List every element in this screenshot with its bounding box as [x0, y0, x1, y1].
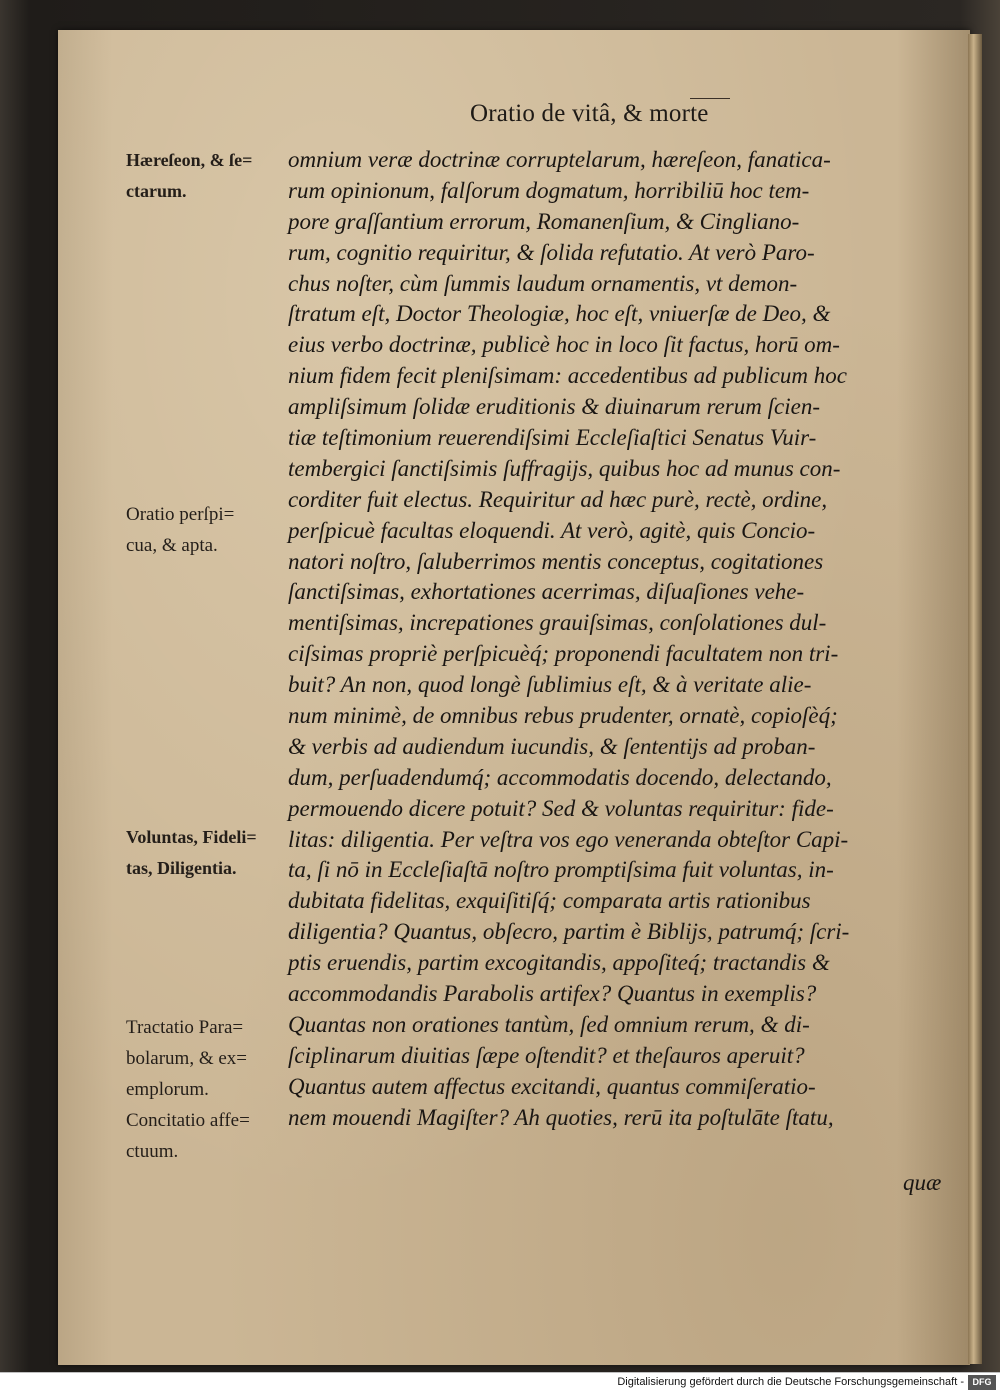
- text-line: eius verbo doctrinæ, publicè hoc in loco ſit factus, horū om-: [288, 332, 840, 358]
- marginal-line: Tractatio Para=: [126, 1017, 244, 1038]
- funding-notice: Digitalisierung gefördert durch die Deutsche Forschungsgemeinschaft -: [617, 1376, 964, 1388]
- text-line: nem mouendi Magiſter? Ah quoties, rerū ita poſtulāte ſtatu,: [288, 1104, 834, 1130]
- text-line: dum, perſuadendumq́; accommodatis docendo, delectando,: [288, 764, 832, 790]
- text-line: num minimè, de omnibus rebus prudenter, ornatè, copioſèq́;: [288, 703, 838, 729]
- text-line: litas: diligentia. Per veſtra vos ego veneranda obteſtor Capi-: [288, 826, 849, 852]
- marginal-line: bolarum, & ex=: [126, 1047, 247, 1069]
- catchword: quæ: [903, 1170, 942, 1195]
- text-line: diligentia? Quantus, obſecro, partim è Biblijs, patrumq́; ſcri-: [288, 919, 850, 945]
- marginal-line: Concitatio affe=: [126, 1109, 250, 1131]
- text-line: tiæ teſtimonium reuerendiſsimi Eccleſiaſtici Senatus Vuir-: [288, 425, 817, 451]
- running-head: Oratio de vitâ, & morte: [470, 100, 709, 127]
- text-line: permouendo dicere potuit? Sed & voluntas requiritur: fide-: [288, 795, 834, 821]
- text-line: perſpicuè facultas eloquendi. At verò, agitè, quis Concio-: [288, 517, 816, 543]
- text-line: ta, ſi nō in Eccleſiaſtā noſtro promptiſsima fuit voluntas, in-: [288, 857, 834, 883]
- text-line: ſciplinarum diuitias ſæpe oſtendit? et theſauros aperuit?: [288, 1042, 805, 1068]
- text-line: ampliſsimum ſolidæ eruditionis & diuinarum rerum ſcien-: [288, 394, 820, 420]
- body-text: [288, 145, 948, 1134]
- marginal-line: ctarum.: [126, 180, 187, 201]
- marginal-line: Oratio perſpi=: [126, 504, 235, 525]
- text-line: ſtratum eſt, Doctor Theologiæ, hoc eſt, vniuerſæ de Deo, &: [288, 301, 831, 327]
- marginal-line: Voluntas, Fideli=: [126, 827, 257, 847]
- text-line: & verbis ad audiendum iucundis, & ſententijs ad proban-: [288, 733, 816, 759]
- text-line: Quantus autem affectus excitandi, quantus commiſeratio-: [288, 1073, 816, 1099]
- marginal-line: cua, & apta.: [126, 534, 218, 556]
- marginal-note-voluntas: [126, 822, 257, 884]
- text-line: natori noſtro, ſaluberrimos mentis conceptus, cogitationes: [288, 548, 824, 574]
- text-line: omnium veræ doctrinæ corruptelarum, hæreſeon, fanatica-: [288, 147, 831, 172]
- marginal-line: Hæreſeon, & ſe=: [126, 150, 253, 170]
- text-line: rum opinionum, falſorum dogmatum, horribiliū hoc tem-: [288, 177, 810, 203]
- text-line: buit? An non, quod longè ſublimius eſt, & à veritate alie-: [288, 672, 812, 698]
- dfg-logo: DFG: [968, 1375, 996, 1390]
- header-rule: [690, 98, 730, 99]
- page-edge: [968, 34, 982, 1364]
- marginal-note-heresies: [126, 145, 252, 207]
- footer-bar: [0, 1372, 1000, 1393]
- text-line: dubitata fidelitas, exquiſitiſq́; comparata artis rationibus: [288, 888, 811, 914]
- marginal-line: emplorum.: [126, 1078, 209, 1100]
- text-line: accommodandis Parabolis artifex? Quantus in exemplis?: [288, 981, 817, 1007]
- text-line: corditer fuit electus. Requiritur ad hæc purè, rectè, ordine,: [288, 486, 828, 512]
- text-line: mentiſsimas, increpationes grauiſsimas, conſolationes dul-: [288, 610, 827, 636]
- marginal-note-tractatio: [126, 1013, 250, 1168]
- text-line: pore graſſantium errorum, Romanenſium, & Cingliano-: [288, 208, 800, 234]
- text-line: rum, cognitio requiritur, & ſolida refutatio. At verò Paro-: [288, 239, 815, 265]
- text-line: ciſsimas propriè perſpicuèq́; proponendi facultatem non tri-: [288, 641, 839, 667]
- text-line: Quantas non orationes tantùm, ſed omnium rerum, & di-: [288, 1011, 810, 1037]
- text-line: ptis eruendis, partim excogitandis, appoſiteq́; tractandis &: [288, 950, 830, 976]
- text-line: ſanctiſsimas, exhortationes acerrimas, diſuaſiones vehe-: [288, 579, 805, 605]
- text-line: tembergici ſanctiſsimis ſuffragijs, quibus hoc ad munus con-: [288, 455, 841, 481]
- marginal-note-oratio: [126, 500, 234, 562]
- text-line: nium fidem fecit pleniſsimam: accedentibus ad publicum hoc: [288, 363, 847, 389]
- text-line: chus noſter, cùm ſummis laudum ornamentis, vt demon-: [288, 270, 798, 296]
- marginal-line: ctuum.: [126, 1140, 179, 1162]
- marginal-line: tas, Diligentia.: [126, 857, 237, 878]
